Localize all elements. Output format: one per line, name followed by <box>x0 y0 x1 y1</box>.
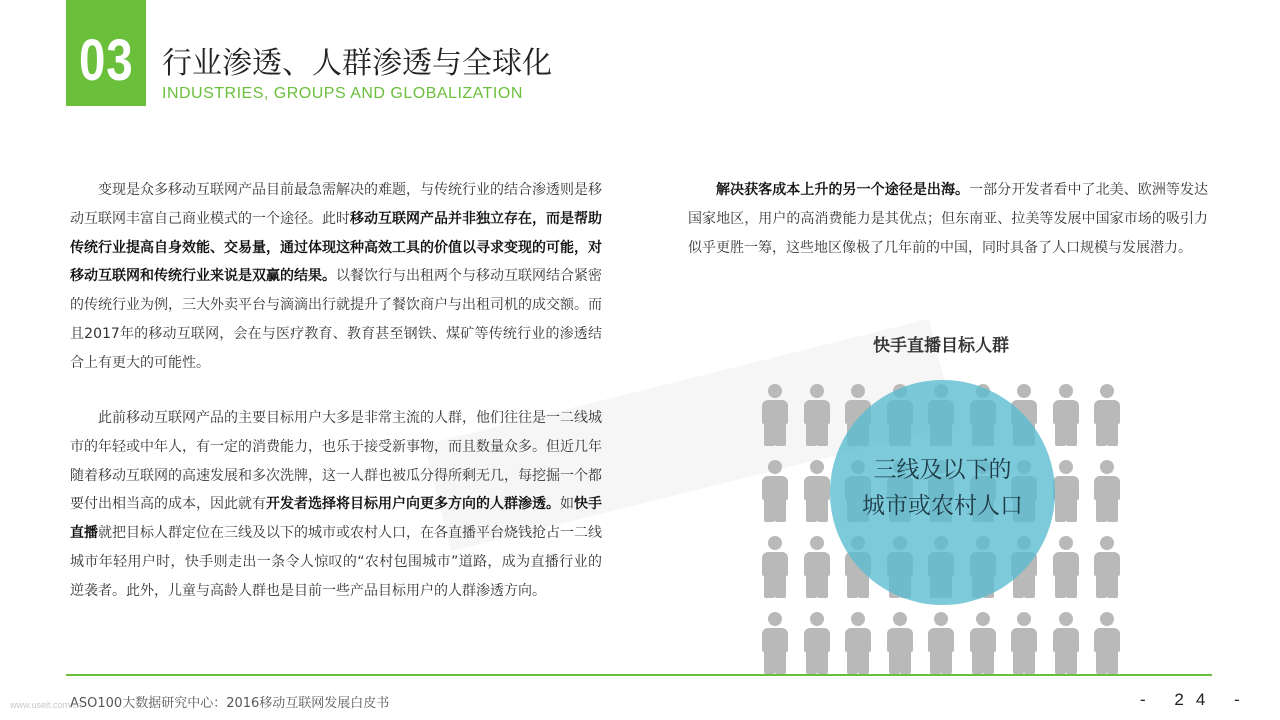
text-run: 一部分开发者看中了北美、欧洲等发达国家地区，用户的高消费能力是其优点；但东南亚、拉美等发展中国家市场的吸引力似乎更胜一筹，这些地区像极了几年前的中国，同时具备了人口规模与发展潜力。 <box>688 182 1209 256</box>
person-icon <box>762 384 788 446</box>
person-icon <box>970 612 996 674</box>
person-icon <box>845 612 871 674</box>
bold-text-run: 解决获客成本上升的另一个途径是出海。 <box>716 182 970 198</box>
person-icon <box>804 384 830 446</box>
person-icon <box>1053 536 1079 598</box>
person-icon <box>804 536 830 598</box>
person-icon <box>928 612 954 674</box>
person-icon <box>762 612 788 674</box>
circle-label <box>830 452 1055 524</box>
footer-source: ASO100大数据研究中心：2016移动互联网发展白皮书 <box>70 696 390 711</box>
section-number: 03 <box>78 28 134 93</box>
site-watermark: www.useit.com.cn <box>10 700 83 710</box>
person-icon <box>1094 460 1120 522</box>
person-icon <box>1053 384 1079 446</box>
person-icon <box>1094 612 1120 674</box>
person-icon <box>762 536 788 598</box>
person-icon <box>804 612 830 674</box>
person-icon <box>1053 612 1079 674</box>
figure-title: 快手直播目标人群 <box>873 336 1009 356</box>
person-icon <box>1094 536 1120 598</box>
person-icon <box>1053 460 1079 522</box>
page-number: - 24 - <box>1140 690 1252 709</box>
paragraph-globalization <box>688 176 1208 262</box>
person-icon <box>762 460 788 522</box>
bold-text-run: 快手直播 <box>70 496 602 542</box>
text-run: 就把目标人群定位在三线及以下的城市或农村人口，在各直播平台烧钱抢占一二线城市年轻用户时，快手则走出一条令人惊叹的“农村包围城市”道路，成为直播行业的逆袭者。此外，儿童与高龄人群也是目前一些产品目标用户的人群渗透方向。 <box>70 525 602 599</box>
section-number-badge <box>66 0 146 106</box>
page-title: 行业渗透、人群渗透与全球化 <box>162 46 552 81</box>
person-icon <box>1011 612 1037 674</box>
footer-divider <box>66 674 1212 676</box>
bold-text-run: 开发者选择将目标用户向更多方向的人群渗透。 <box>266 496 560 513</box>
text-run: 变现是众多移动互联网产品目前最急需解决的难题，与传统行业的结合渗透则是移动互联网丰富自己商业模式的一个途径。此时 <box>70 182 602 227</box>
page-subtitle: INDUSTRIES, GROUPS AND GLOBALIZATION <box>162 85 523 102</box>
person-icon <box>804 460 830 522</box>
text-run: 如 <box>560 496 574 513</box>
person-icon <box>1094 384 1120 446</box>
text-run: 以餐饮行与出租两个与移动互联网结合紧密的传统行业为例，三大外卖平台与滴滴出行就提升了餐饮商户与出租司机的成交额。而且2017年的移动互联网，会在与医疗教育、教育甚至钢铁、煤矿等传统行业的渗透结合上有更大的可能性。 <box>70 268 602 371</box>
paragraph-groups <box>70 404 602 606</box>
circle-label-line-1: 三线及以下的 <box>873 457 1012 483</box>
paragraph-industry <box>70 176 602 378</box>
person-icon <box>887 612 913 674</box>
text-run: 此前移动互联网产品的主要目标用户大多是非常主流的人群，他们往往是一二线城市的年轻或中年人，有一定的消费能力，也乐于接受新事物，而且数量众多。但近几年随着移动互联网的高速发展和多次洗牌，这一人群也被瓜分得所剩无几，每挖掘一个都要付出相当高的成本，因此就有 <box>70 410 602 513</box>
circle-label-line-2: 城市或农村人口 <box>862 493 1023 519</box>
bold-text-run: 移动互联网产品并非独立存在，而是帮助传统行业提高自身效能、交易量，通过体现这种高效工具的价值以寻求变现的可能，对移动互联网和传统行业来说是双赢的结果。 <box>70 210 602 285</box>
